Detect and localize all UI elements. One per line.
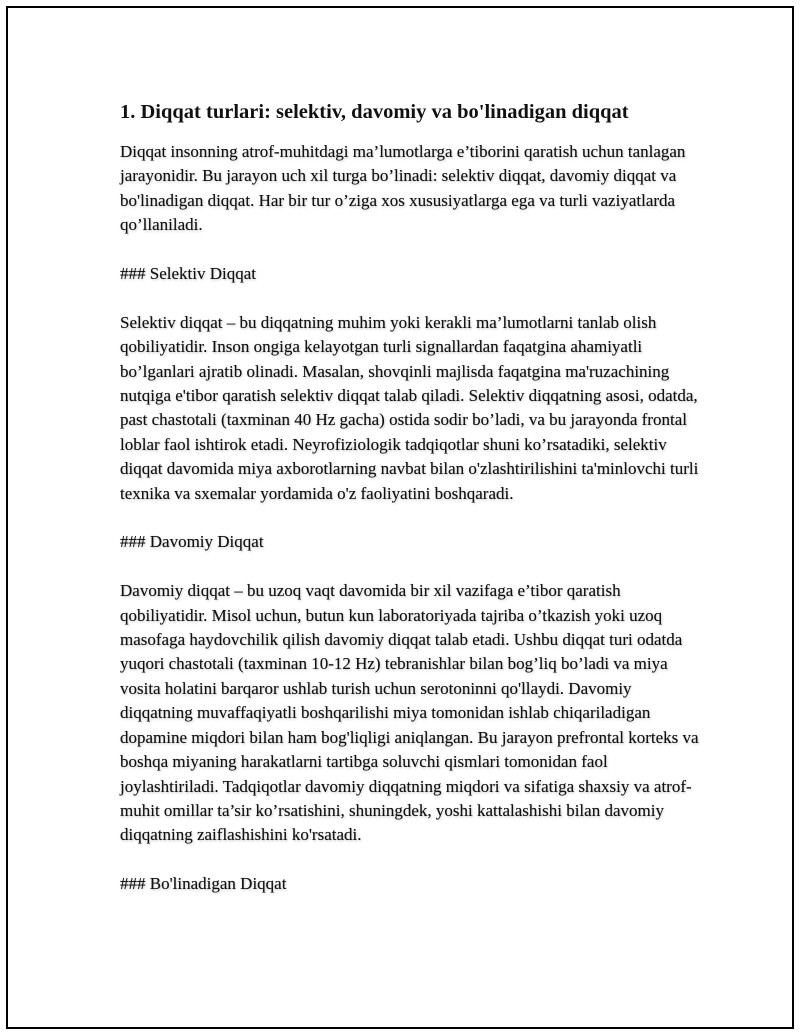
document-page	[6, 6, 794, 1029]
paragraph-spacer	[120, 238, 700, 262]
section-heading-davomiy: ### Davomiy Diqqat	[120, 532, 264, 552]
section-text-davomiy: Davomiy diqqat – bu uzoq vaqt davomida bir xil vazifaga e’tibor qaratish qobiliyatidir. Misol uchun, butun kun laboratoriyada tajriba o’tkazish yoki uzoq masofaga haydovchilik qilish davomiy diqqat talab etadi. Ushbu diqqat turi odatda yuqori chastotali (taxminan 10-12 Hz) tebranishlar bilan bog’liq bo’ladi va miya vosita holatini barqaror ushlab turish uchun serotoninni qo'llaydi. Davomiy diqqatning muvaffaqiyatli boshqarilishi miya tomonidan ishlab chiqariladigan dopamine miqdori bilan ham bog'liqligi aniqlangan. Bu jarayon prefrontal korteks va boshqa miyaning harakatlarni tartibga soluvchi qismlari tomonidan faol joylashtiriladi. Tadqiqotlar davomiy diqqatning miqdori va sifatiga shaxsiy va atrof-muhit omillar ta’sir ko’rsatishini, shuningdek, yoshi kattalashishi bilan davomiy diqqatning zaiflashishini ko'rsatadi.	[120, 581, 699, 845]
paragraph-spacer	[120, 848, 700, 872]
page-title: 1. Diqqat turlari: selektiv, davomiy va bo'linadigan diqqat	[120, 101, 629, 123]
paragraph-spacer	[120, 506, 700, 530]
section-heading-selektiv: ### Selektiv Diqqat	[120, 264, 256, 284]
paragraph-spacer	[120, 555, 700, 579]
document-body	[120, 98, 700, 897]
section-text-selektiv: Selektiv diqqat – bu diqqatning muhim yoki kerakli ma’lumotlarni tanlab olish qobiliyatidir. Inson ongiga kelayotgan turli signallardan faqatgina ahamiyatli bo’lganlari ajratib olinadi. Masalan, shovqinli majlisda faqatgina ma'ruzachining nutqiga e'tibor qaratish selektiv diqqat talab qiladi. Selektiv diqqatning asosi, odatda, past chastotali (taxminan 40 Hz gacha) ostida sodir bo’ladi, va bu jarayonda frontal loblar faol ishtirok etadi. Neyrofiziologik tadqiqotlar shuni ko’rsatadiki, selektiv diqqat davomida miya axborotlarning navbat bilan o'zlashtirilishini ta'minlovchi turli texnika va sxemalar yordamida o'z faoliyatini boshqaradi.	[120, 312, 699, 503]
intro-paragraph: Diqqat insonning atrof-muhitdagi ma’lumotlarga e’tiborini qaratish uchun tanlagan jarayonidir. Bu jarayon uch xil turga bo’linadi: selektiv diqqat, davomiy diqqat va bo'linadigan diqqat. Har bir tur o’ziga xos xususiyatlarga ega va turli vaziyatlarda qo’llaniladi.	[120, 142, 686, 235]
section-heading-bolinadigan: ### Bo'linadigan Diqqat	[120, 874, 287, 894]
paragraph-spacer	[120, 286, 700, 310]
